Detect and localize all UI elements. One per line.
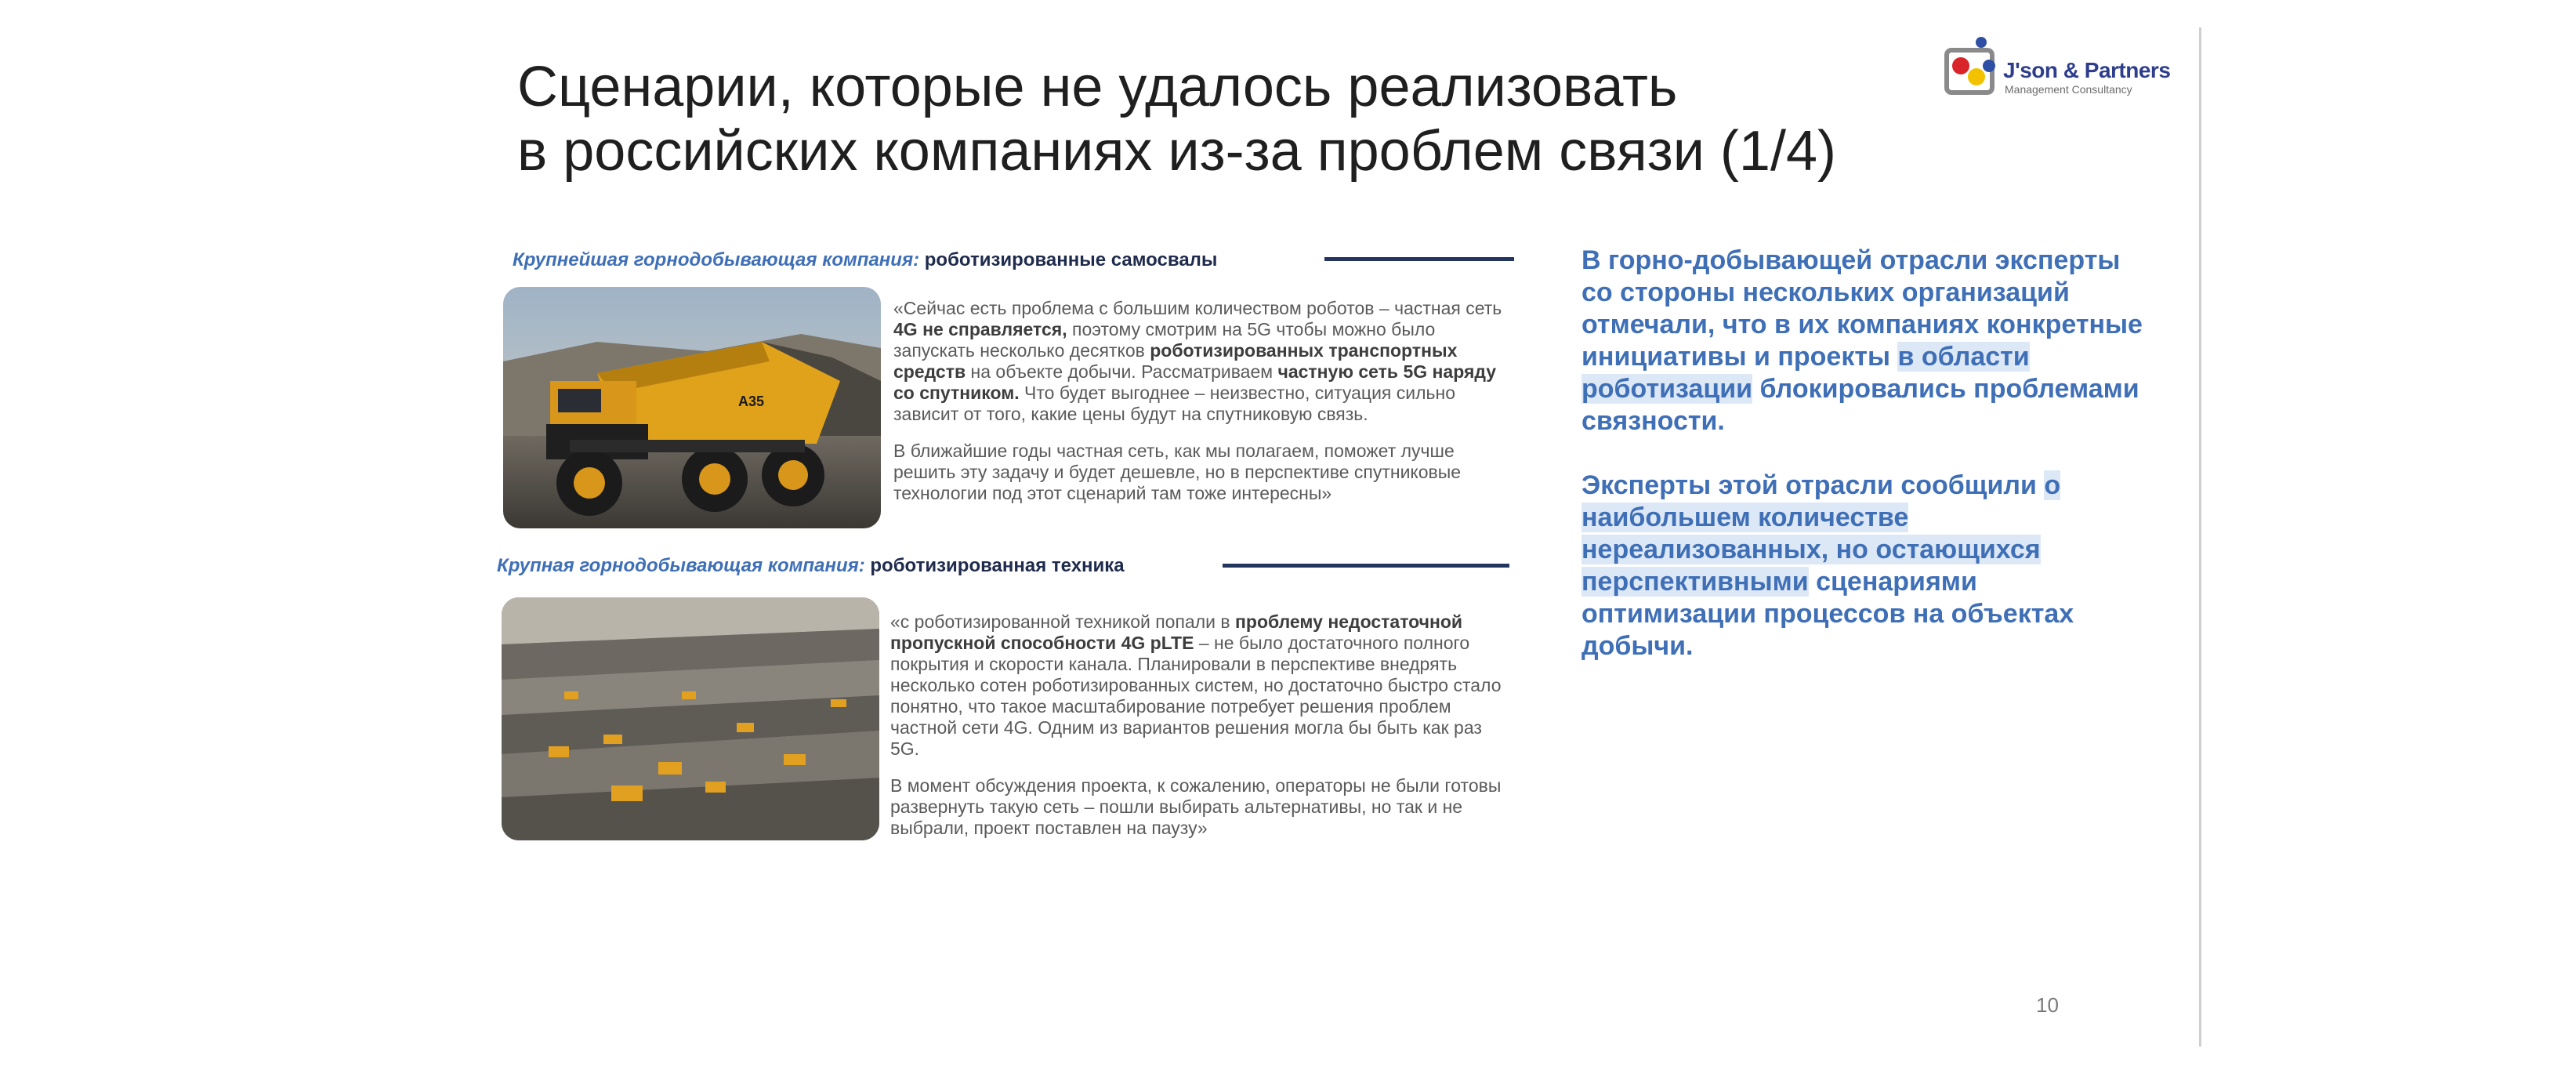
case2-open-pit-mine-image (502, 597, 879, 840)
page-number: 10 (2036, 993, 2059, 1017)
summary-highlight-2: о наибольшем количестве нереализованных, но остающихся перспективными (1581, 470, 2061, 597)
case2-header-bold: роботизированная техника (870, 555, 1125, 576)
case1-haul-truck-image (503, 287, 881, 528)
summary-block (1581, 245, 2146, 662)
case1-quote-paragraph-1: «Сейчас есть проблема с большим количеством роботов – частная сеть 4G не справляется, поэтому смотрим на 5G чтобы можно было запускать несколько десятков роботизированных транспортных средств на объекте добычи. Рассматриваем частную сеть 5G наряду со спутником. Что будет выгоднее – неизвестно, ситуация сильно зависит от того, какие цены будут на спутниковую связь. (893, 298, 1502, 424)
page-title (517, 55, 2006, 183)
case1-header-bold: роботизированные самосвалы (924, 249, 1218, 270)
case2-header-prefix: Крупная горнодобывающая компания: (497, 555, 871, 576)
case2-quote (890, 611, 1513, 854)
case1-quote-paragraph-2: В ближайшие годы частная сеть, как мы полагаем, поможет лучше решить эту задачу и будет дешевле, но в перспективе спутниковые технологии под этот сценарий там тоже интересны» (893, 441, 1462, 503)
case1-quote (893, 298, 1513, 520)
case2-header (497, 555, 1125, 577)
case1-header (513, 249, 1217, 271)
logo-subtitle: Management Consultancy (2005, 83, 2132, 96)
right-border-line (2199, 27, 2201, 1047)
case2-quote-paragraph-2: В момент обсуждения проекта, к сожалению, операторы не были готовы развернуть такую сеть – пошли выбирать альтернативы, но так и не выбрали, проект поставлен на паузу» (890, 775, 1502, 838)
summary-paragraph-2: Эксперты этой отрасли сообщили о наибольшем количестве нереализованных, но остающихся перспективными сценариями оптимизации процессов на объектах добычи. (1581, 470, 2074, 661)
case1-header-prefix: Крупнейшая горнодобывающая компания: (513, 249, 925, 270)
logo-name: J'son & Partners (2003, 58, 2171, 82)
case1-header-rule (1324, 257, 1514, 261)
title-line-2: в российских компаниях из-за проблем связи (1/4) (517, 120, 1836, 183)
truck-model-label: A35 (738, 394, 765, 409)
summary-paragraph-1: В горно-добывающей отрасли эксперты со стороны нескольких организаций отмечали, что в их компаниях конкретные инициативы и проекты в области роботизации блокировались проблемами связности. (1581, 245, 2143, 436)
case2-header-rule (1223, 564, 1509, 568)
haul-truck-illustration (503, 287, 881, 528)
case2-quote-paragraph-1: «с роботизированной техникой попали в проблему недостаточной пропускной способности 4G pLTE – не было достаточного полного покрытия и скорости канала. Планировали в перспективе внедрять несколько сотен роботизированных систем, но достаточно быстро стало понятно, что такое масштабирование потребует решения проблем частной сети 4G. Одним из вариантов решения могла бы быть как раз 5G. (890, 611, 1502, 759)
open-pit-mine-illustration (502, 597, 879, 840)
summary-highlight-1: в области роботизации (1581, 342, 2030, 404)
title-line-1: Сценарии, которые не удалось реализовать (517, 56, 1678, 118)
